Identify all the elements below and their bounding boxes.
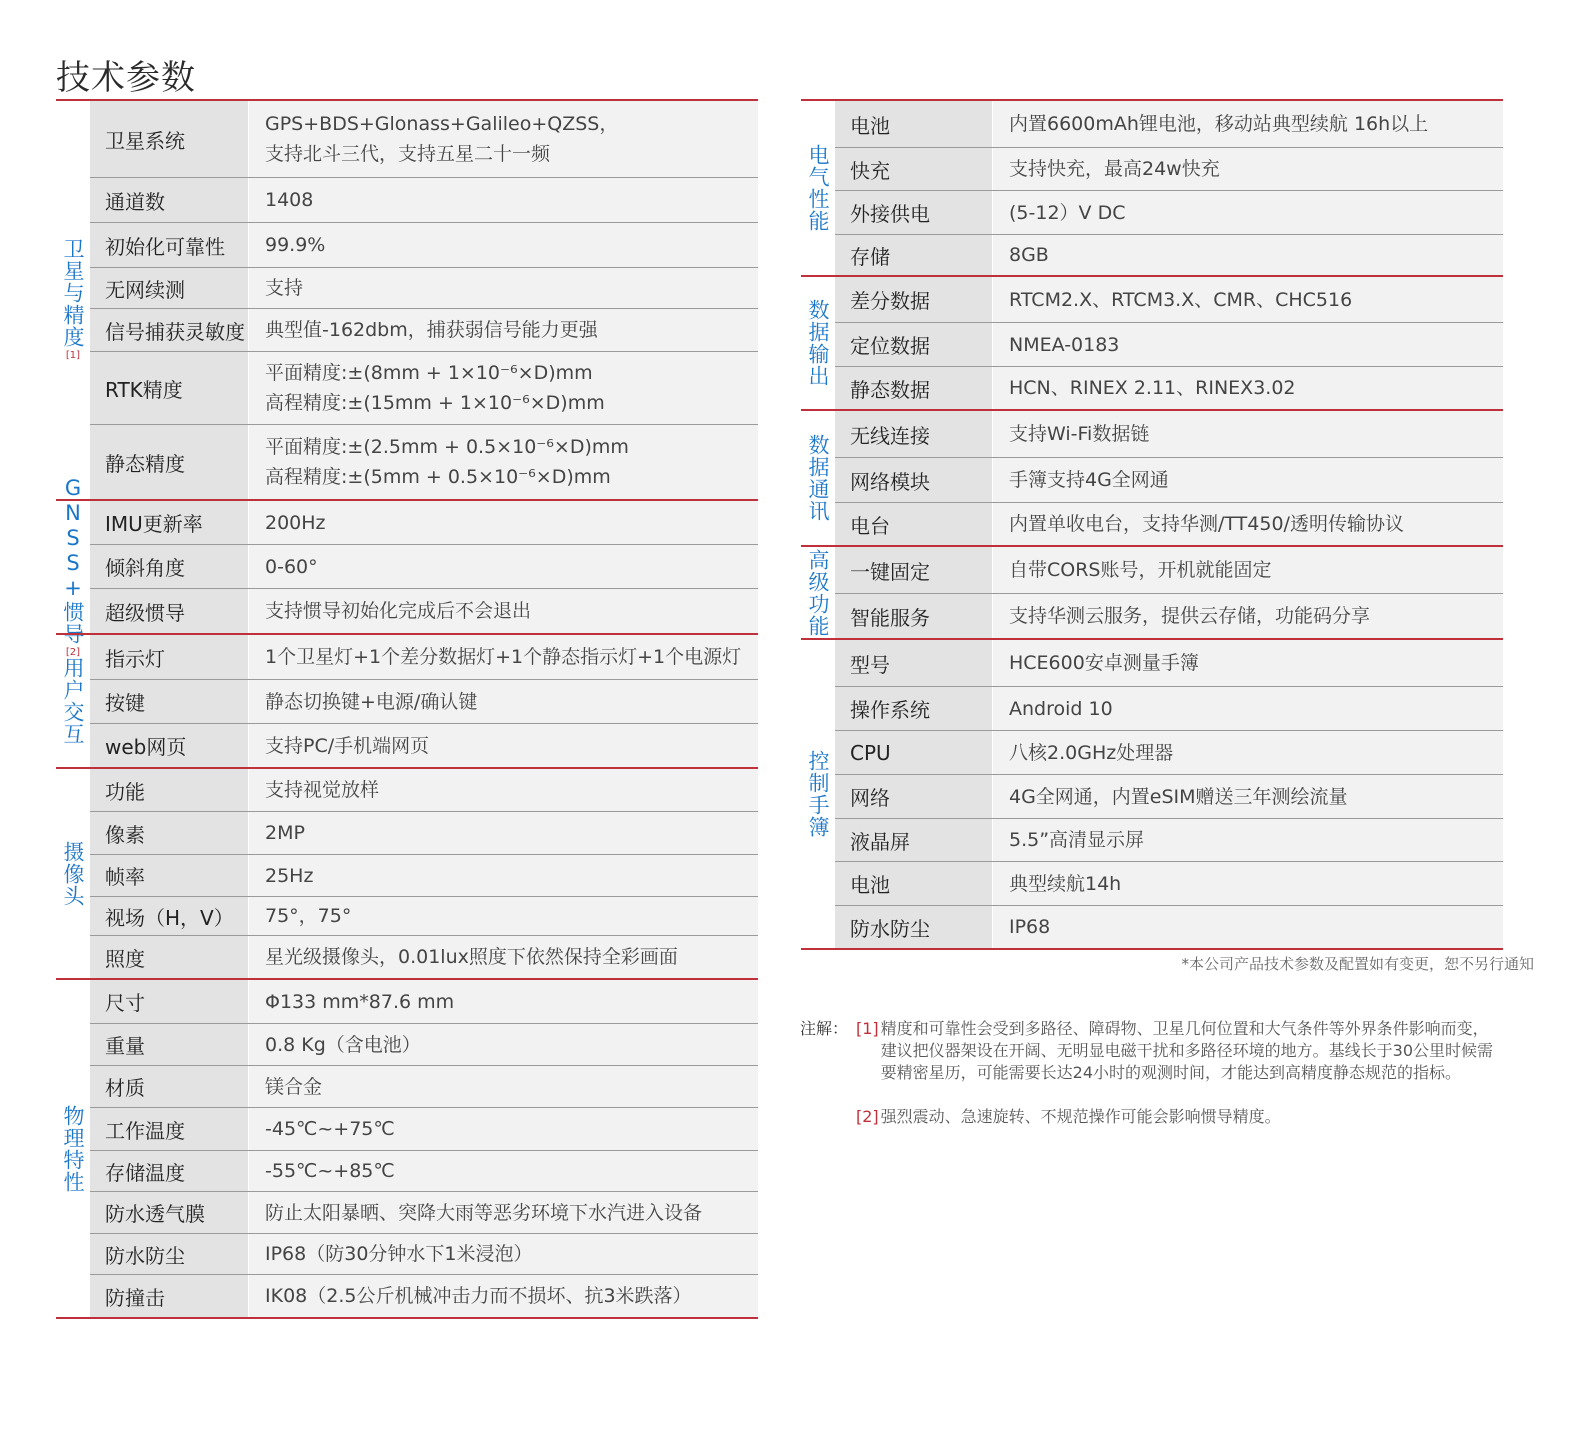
spec-value: 平面精度:±(2.5mm + 0.5×10⁻⁶×D)mm 高程精度:±(5mm + 0.5×10⁻⁶×D)mm — [248, 425, 758, 499]
note-number: [2] — [856, 1107, 879, 1126]
spec-value: 内置6600mAh锂电池，移动站典型续航 16h以上 — [992, 101, 1503, 147]
spec-row — [90, 1023, 758, 1065]
spec-row — [90, 308, 758, 351]
spec-row — [90, 501, 758, 544]
note-number: [1] — [856, 1019, 879, 1038]
spec-value: (5-12）V DC — [992, 191, 1503, 234]
spec-row — [90, 896, 758, 935]
category-text: GNSS+惯导 — [61, 475, 85, 645]
note-text: 强烈震动、急速旋转、不规范操作可能会影响惯导精度。 — [880, 1107, 1281, 1126]
spec-label: 存储 — [835, 235, 992, 275]
spec-row — [90, 177, 758, 222]
spec-label: 工作温度 — [90, 1108, 248, 1150]
spec-value: 4G全网通，内置eSIM赠送三年测绘流量 — [992, 775, 1503, 818]
spec-value: -55℃~+85℃ — [248, 1151, 758, 1191]
spec-label: 无线连接 — [835, 411, 992, 457]
spec-label: 型号 — [835, 640, 992, 686]
spec-value: 典型续航14h — [992, 862, 1503, 905]
spec-value: 手簿支持4G全网通 — [992, 458, 1503, 502]
spec-value: 0.8 Kg（含电池） — [248, 1024, 758, 1065]
spec-label: 一键固定 — [835, 547, 992, 593]
spec-value: 支持视觉放样 — [248, 769, 758, 811]
spec-group — [56, 978, 758, 1319]
spec-row — [90, 1065, 758, 1107]
spec-row — [90, 1150, 758, 1191]
notes-label: 注解： — [800, 1019, 849, 1038]
spec-row — [90, 769, 758, 811]
spec-row — [90, 635, 758, 679]
category-text: 物理特性 — [61, 1104, 85, 1193]
spec-label: 初始化可靠性 — [90, 223, 248, 267]
spec-label: 像素 — [90, 812, 248, 854]
spec-label: 通道数 — [90, 178, 248, 222]
spec-value: IP68 — [992, 906, 1503, 948]
spec-label: 防水防尘 — [90, 1234, 248, 1274]
spec-label: 超级惯导 — [90, 589, 248, 633]
spec-value: 平面精度:±(8mm + 1×10⁻⁶×D)mm 高程精度:±(15mm + 1×10⁻⁶×D)mm — [248, 352, 758, 424]
category-label — [56, 635, 90, 767]
category-text: 摄像头 — [61, 840, 85, 907]
spec-label: CPU — [835, 731, 992, 774]
spec-row — [90, 980, 758, 1023]
spec-row — [835, 190, 1503, 234]
spec-value: 支持Wi-Fi数据链 — [992, 411, 1503, 457]
spec-row — [90, 351, 758, 424]
spec-value: 99.9% — [248, 223, 758, 267]
spec-row — [835, 366, 1503, 409]
category-label — [801, 411, 835, 545]
spec-value: 2MP — [248, 812, 758, 854]
spec-value: 八核2.0GHz处理器 — [992, 731, 1503, 774]
spec-row — [835, 147, 1503, 190]
spec-label: 视场（H，V） — [90, 897, 248, 935]
spec-row — [90, 723, 758, 767]
note-reference: [2] — [65, 646, 81, 658]
spec-row — [835, 101, 1503, 147]
note-text: 精度和可靠性会受到多路径、障碍物、卫星几何位置和大气条件等外界条件影响而变，建议把仪器架设在开阔、无明显电磁干扰和多路径环境的地方。基线长于30公里时候需要精密星历，可能需要长达24小时的观测时间，才能达到高精度静态规范的指标。 — [880, 1019, 1494, 1082]
spec-row — [835, 774, 1503, 818]
spec-value: 支持惯导初始化完成后不会退出 — [248, 589, 758, 633]
spec-group — [801, 275, 1503, 409]
spec-row — [90, 935, 758, 978]
spec-row — [90, 424, 758, 499]
spec-label: 照度 — [90, 936, 248, 978]
spec-group — [801, 409, 1503, 545]
spec-row — [90, 544, 758, 588]
spec-label: 按键 — [90, 680, 248, 723]
spec-row — [90, 101, 758, 177]
spec-value: 0-60° — [248, 545, 758, 588]
spec-value: 自带CORS账号，开机就能固定 — [992, 547, 1503, 593]
spec-value: 支持 — [248, 268, 758, 308]
spec-value: 镁合金 — [248, 1066, 758, 1107]
spec-label: IMU更新率 — [90, 501, 248, 544]
spec-value: HCE600安卓测量手簿 — [992, 640, 1503, 686]
category-text: 数据通讯 — [806, 434, 830, 522]
spec-label: 材质 — [90, 1066, 248, 1107]
spec-row — [90, 854, 758, 896]
disclaimer: *本公司产品技术参数及配置如有变更，恕不另行通知 — [1181, 955, 1534, 973]
category-text: 高级功能 — [806, 548, 830, 637]
spec-row — [90, 222, 758, 267]
spec-value: Android 10 — [992, 687, 1503, 730]
spec-value: 1个卫星灯+1个差分数据灯+1个静态指示灯+1个电源灯 — [248, 635, 758, 679]
spec-row — [835, 502, 1503, 545]
category-label — [56, 101, 90, 499]
spec-group — [801, 638, 1503, 950]
category-label — [801, 277, 835, 409]
spec-row — [835, 411, 1503, 457]
note-item — [800, 1106, 1504, 1128]
spec-label: 定位数据 — [835, 323, 992, 366]
spec-group — [801, 99, 1503, 275]
category-label — [801, 101, 835, 275]
spec-label: 存储温度 — [90, 1151, 248, 1191]
spec-value: 25Hz — [248, 855, 758, 896]
spec-value: Φ133 mm*87.6 mm — [248, 980, 758, 1023]
category-text: 控制手簿 — [806, 750, 830, 838]
spec-row — [835, 686, 1503, 730]
spec-label: 操作系统 — [835, 687, 992, 730]
spec-table-right — [801, 99, 1503, 950]
spec-row — [835, 322, 1503, 366]
spec-group — [56, 767, 758, 978]
spec-value: 防止太阳暴晒、突降大雨等恶劣环境下水汽进入设备 — [248, 1192, 758, 1233]
spec-label: 防撞击 — [90, 1275, 248, 1317]
spec-value: 典型值-162dbm，捕获弱信号能力更强 — [248, 309, 758, 351]
spec-row — [90, 811, 758, 854]
spec-value: 5.5”高清显示屏 — [992, 819, 1503, 861]
spec-label: 液晶屏 — [835, 819, 992, 861]
spec-row — [90, 679, 758, 723]
spec-row — [835, 547, 1503, 593]
spec-group — [801, 545, 1503, 638]
spec-label: 智能服务 — [835, 594, 992, 638]
spec-value: 支持华测云服务，提供云存储，功能码分享 — [992, 594, 1503, 638]
spec-label: 电台 — [835, 503, 992, 545]
spec-label: 电池 — [835, 101, 992, 147]
spec-row — [90, 1191, 758, 1233]
spec-label: 电池 — [835, 862, 992, 905]
spec-label: 功能 — [90, 769, 248, 811]
spec-label: 静态精度 — [90, 425, 248, 499]
notes-section — [800, 1018, 1504, 1128]
spec-value: 内置单收电台，支持华测/TT450/透明传输协议 — [992, 503, 1503, 545]
spec-row — [835, 640, 1503, 686]
spec-label: 重量 — [90, 1024, 248, 1065]
spec-value: 8GB — [992, 235, 1503, 275]
spec-label: 网络 — [835, 775, 992, 818]
spec-row — [835, 593, 1503, 638]
spec-label: 指示灯 — [90, 635, 248, 679]
spec-label: 卫星系统 — [90, 101, 248, 177]
spec-value: 200Hz — [248, 501, 758, 544]
category-text: 电气性能 — [806, 144, 830, 232]
spec-label: 无网续测 — [90, 268, 248, 308]
spec-row — [835, 277, 1503, 322]
category-label — [56, 475, 90, 658]
category-label — [56, 980, 90, 1317]
spec-row — [835, 730, 1503, 774]
spec-value: 1408 — [248, 178, 758, 222]
category-text: 数据输出 — [806, 299, 830, 387]
spec-row — [835, 905, 1503, 948]
spec-value: -45℃~+75℃ — [248, 1108, 758, 1150]
spec-row — [835, 818, 1503, 861]
spec-table-left — [56, 99, 758, 1319]
spec-row — [835, 861, 1503, 905]
spec-row — [90, 1107, 758, 1150]
spec-label: 防水透气膜 — [90, 1192, 248, 1233]
spec-label: 帧率 — [90, 855, 248, 896]
spec-label: RTK精度 — [90, 352, 248, 424]
note-item — [800, 1018, 1504, 1084]
spec-label: 静态数据 — [835, 367, 992, 409]
spec-label: 倾斜角度 — [90, 545, 248, 588]
spec-value: 支持PC/手机端网页 — [248, 724, 758, 767]
spec-label: 防水防尘 — [835, 906, 992, 948]
spec-label: 快充 — [835, 148, 992, 190]
category-label — [801, 640, 835, 948]
spec-row — [90, 1233, 758, 1274]
spec-value: 支持快充，最高24w快充 — [992, 148, 1503, 190]
spec-label: 外接供电 — [835, 191, 992, 234]
spec-value: NMEA-0183 — [992, 323, 1503, 366]
spec-value: RTCM2.X、RTCM3.X、CMR、CHC516 — [992, 277, 1503, 322]
spec-value: 静态切换键+电源/确认键 — [248, 680, 758, 723]
category-label — [56, 769, 90, 978]
spec-label: 差分数据 — [835, 277, 992, 322]
page-title: 技术参数 — [56, 58, 196, 98]
spec-row — [90, 588, 758, 633]
spec-label: 尺寸 — [90, 980, 248, 1023]
category-label — [801, 547, 835, 638]
spec-label: 网络模块 — [835, 458, 992, 502]
spec-label: web网页 — [90, 724, 248, 767]
spec-value: GPS+BDS+Glonass+Galileo+QZSS， 支持北斗三代，支持五星二十一频 — [248, 101, 758, 177]
spec-row — [90, 1274, 758, 1317]
spec-value: HCN、RINEX 2.11、RINEX3.02 — [992, 367, 1503, 409]
spec-value: IP68（防30分钟水下1米浸泡） — [248, 1234, 758, 1274]
spec-row — [90, 267, 758, 308]
spec-value: 75°，75° — [248, 897, 758, 935]
note-reference: [1] — [65, 350, 81, 361]
spec-value: 星光级摄像头，0.01lux照度下依然保持全彩画面 — [248, 936, 758, 978]
spec-value: IK08（2.5公斤机械冲击力而不损坏、抗3米跌落） — [248, 1275, 758, 1317]
category-text: 用户交互 — [61, 657, 85, 745]
spec-label: 信号捕获灵敏度 — [90, 309, 248, 351]
spec-group — [56, 99, 758, 499]
spec-group — [56, 633, 758, 767]
spec-row — [835, 234, 1503, 275]
category-text: 卫星与精度 — [61, 238, 85, 348]
spec-row — [835, 457, 1503, 502]
